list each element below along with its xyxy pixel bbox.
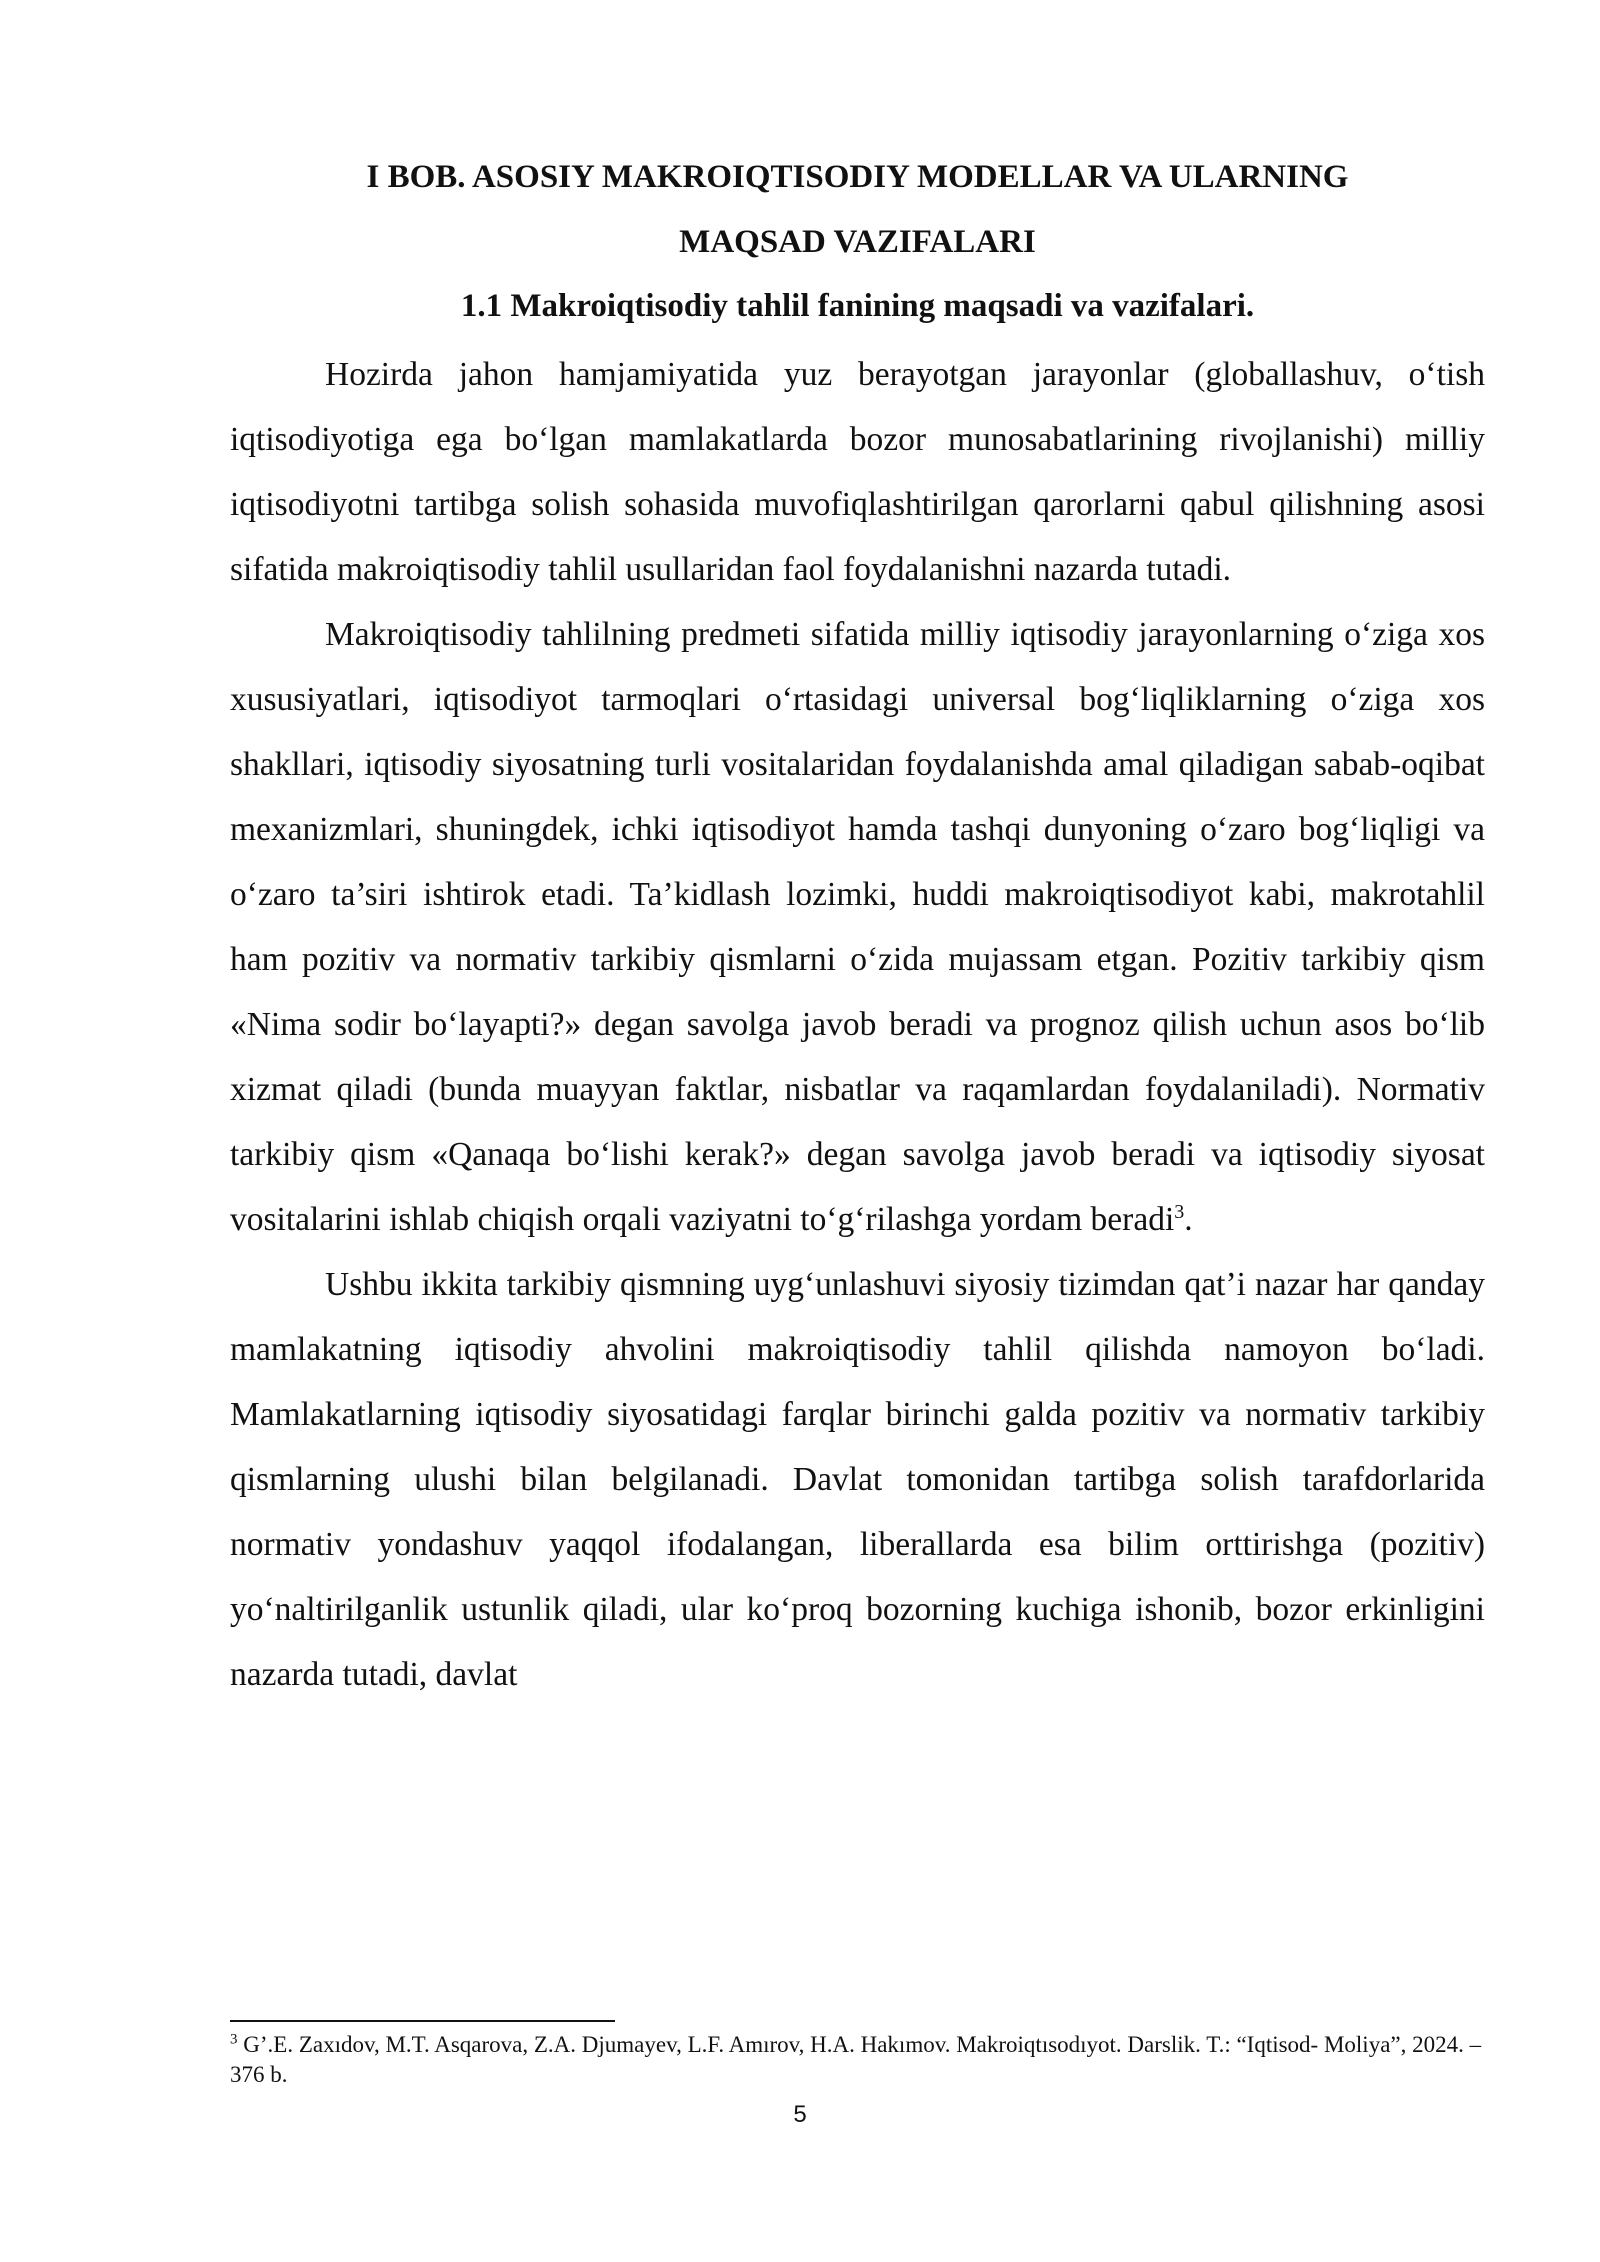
paragraph-3-text: Ushbu ikkita tarkibiy qismning uyg‘unlashuvi siyosiy tizimdan qat’i nazar har qanday mamlakatning iqtisodiy ahvolini makroiqtisodiy tahlil qilishda namoyon bo‘ladi. Mamlakatlarning iqtisodiy siyosatidagi farqlar birinchi galda pozitiv va normativ tarkibiy qismlarning ulushi bilan belgilanadi. Davlat tomonidan tartibga solish tarafdorlarida normativ yondashuv yaqqol ifodalangan, liberallarda esa bilim orttirishga (pozitiv) yo‘naltirilganlik ustunlik qiladi, ular ko‘proq bozorning kuchiga ishonib, bozor erkinligini nazarda tutadi, davlat	[230, 1266, 1485, 1693]
chapter-title-line-1: I BOB. ASOSIY MAKROIQTISODIY MODELLAR VA ULARNING	[366, 159, 1349, 195]
body-text	[230, 342, 1485, 1707]
paragraph-1-text: Hozirda jahon hamjamiyatida yuz berayotgan jarayonlar (globallashuv, o‘tish iqtisodiyotiga ega bo‘lgan mamlakatlarda bozor munosabatlarining rivojlanishi) milliy iqtisodiyotni tartibga solish sohasida muvofiqlashtirilgan qarorlarni qabul qilishning asosi sifatida makroiqtisodiy tahlil usullaridan faol foydalanishni nazarda tutadi.	[230, 356, 1485, 588]
paragraph-3	[230, 1252, 1485, 1707]
page-number: 5	[793, 2101, 807, 2128]
footnote-separator	[230, 2020, 615, 2022]
paragraph-2-text: Makroiqtisodiy tahlilning predmeti sifatida milliy iqtisodiy jarayonlarning o‘ziga xos xususiyatlari, iqtisodiyot tarmoqlari o‘rtasidagi universal bog‘liqliklarning o‘ziga xos shakllari, iqtisodiy siyosatning turli vositalaridan foydalanishda amal qiladigan sabab-oqibat mexanizmlari, shuningdek, ichki iqtisodiyot hamda tashqi dunyoning o‘zaro bog‘liqligi va o‘zaro ta’siri ishtirok etadi. Ta’kidlash lozimki, huddi makroiqtisodiyot kabi, makrotahlil ham pozitiv va normativ tarkibiy qismlarni o‘zida mujassam etgan. Pozitiv tarkibiy qism «Nima sodir bo‘layapti?» degan savolga javob beradi va prognoz qilish uchun asos bo‘lib xizmat qiladi (bunda muayyan faktlar, nisbatlar va raqamlardan foydalaniladi). Normativ tarkibiy qism «Qanaqa bo‘lishi kerak?» degan savolga javob beradi va iqtisodiy siyosat vositalarini ishlab chiqish orqali vaziyatni to‘g‘rilashga yordam beradi	[230, 616, 1485, 1238]
paragraph-2-tail: .	[1184, 1201, 1193, 1238]
footnote-number: 3	[230, 2031, 238, 2048]
footnote-text: G’.E. Zaxıdov, M.T. Asqarova, Z.A. Djumayev, L.F. Amırov, H.A. Hakımov. Makroiqtısodıyot. Darslik. T.: “Iqtisod- Moliya”, 2024. – 376 b.	[230, 2032, 1482, 2087]
footnote	[230, 2030, 1485, 2090]
section-title: 1.1 Makroiqtisodiy tahlil fanining maqsadi va vazifalari.	[460, 288, 1255, 324]
paragraph-2	[230, 602, 1485, 1252]
footnote-reference[interactable]: 3	[1174, 1200, 1185, 1223]
chapter-title-line-2: MAQSAD VAZIFALARI	[679, 224, 1036, 260]
paragraph-1	[230, 342, 1485, 602]
